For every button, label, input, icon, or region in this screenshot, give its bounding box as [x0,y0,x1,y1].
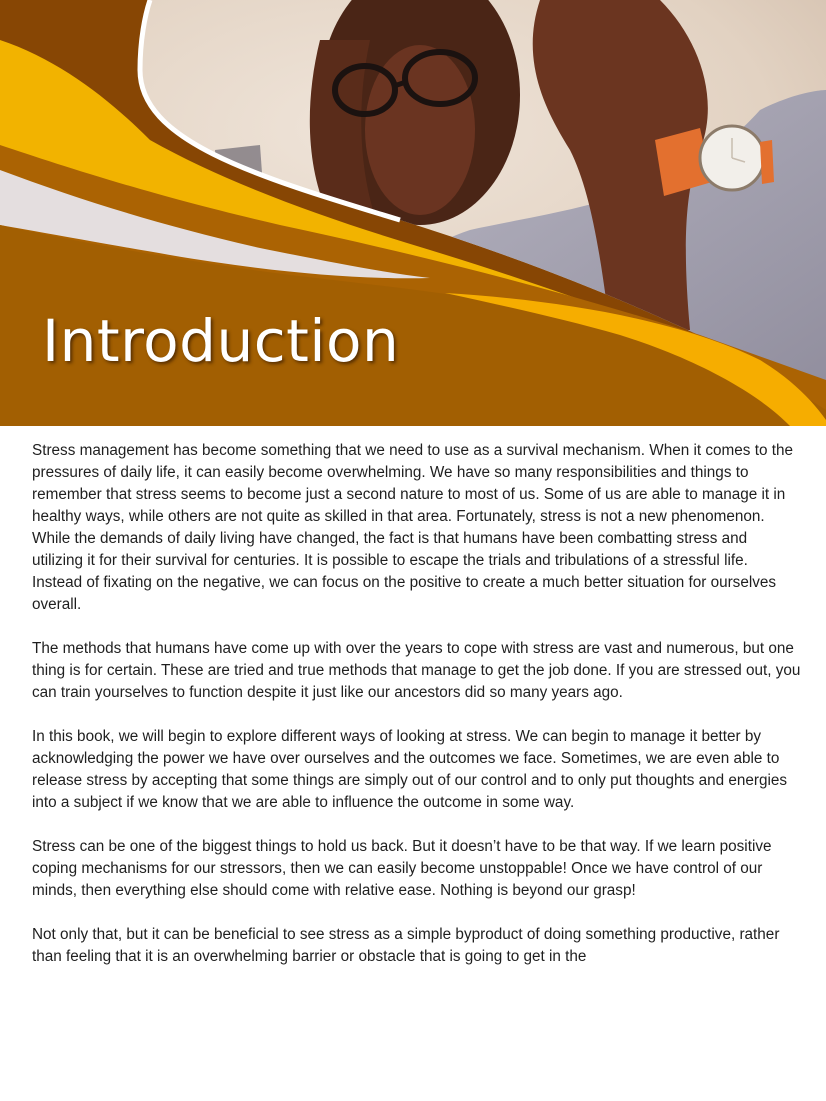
body-paragraph: Not only that, but it can be beneficial to see stress as a simple byproduct of doing something productive, rather than feeling that it is an overwhelming barrier or obstacle that is going to get in the [32,926,780,965]
chapter-body [32,440,802,990]
chapter-title: Introduction [42,307,400,375]
body-paragraph: Stress management has become something that we need to use as a survival mechanism. When it comes to the pressures of daily life, it can easily become overwhelming. We have so many responsibilities and things to remember that stress seems to become just a second nature to most of us. Some of us are able to manage it in healthy ways, while others are not quite as skilled in that area. Fortunately, stress is not a new phenomenon. While the demands of daily living have changed, the fact is that humans have been combatting stress and utilizing it for their survival for centuries. It is possible to escape the trials and tribulations of a stressful life. Instead of fixating on the negative, we can focus on the positive to create a much better situation for ourselves overall. [32,442,793,613]
body-paragraph: Stress can be one of the biggest things to hold us back. But it doesn’t have to be that way. If we learn positive coping mechanisms for our stressors, then we can easily become unstoppable! Once we have control of our minds, then everything else should come with relative ease. Nothing is beyond our grasp! [32,838,772,899]
chapter-header-banner [0,0,826,426]
body-paragraph: The methods that humans have come up with over the years to cope with stress are vast and numerous, but one thing is for certain. These are tried and true methods that manage to get the job done. If you are stressed out, you can train yourselves to function despite it just like our ancestors did so many years ago. [32,640,801,701]
body-paragraph: In this book, we will begin to explore different ways of looking at stress. We can begin to manage it better by acknowledging the power we have over ourselves and the outcomes we face. Sometimes, we are even able to release stress by accepting that some things are simply out of our control and to only put thoughts and energies into a subject if we know that we are able to influence the outcome in some way. [32,728,788,811]
